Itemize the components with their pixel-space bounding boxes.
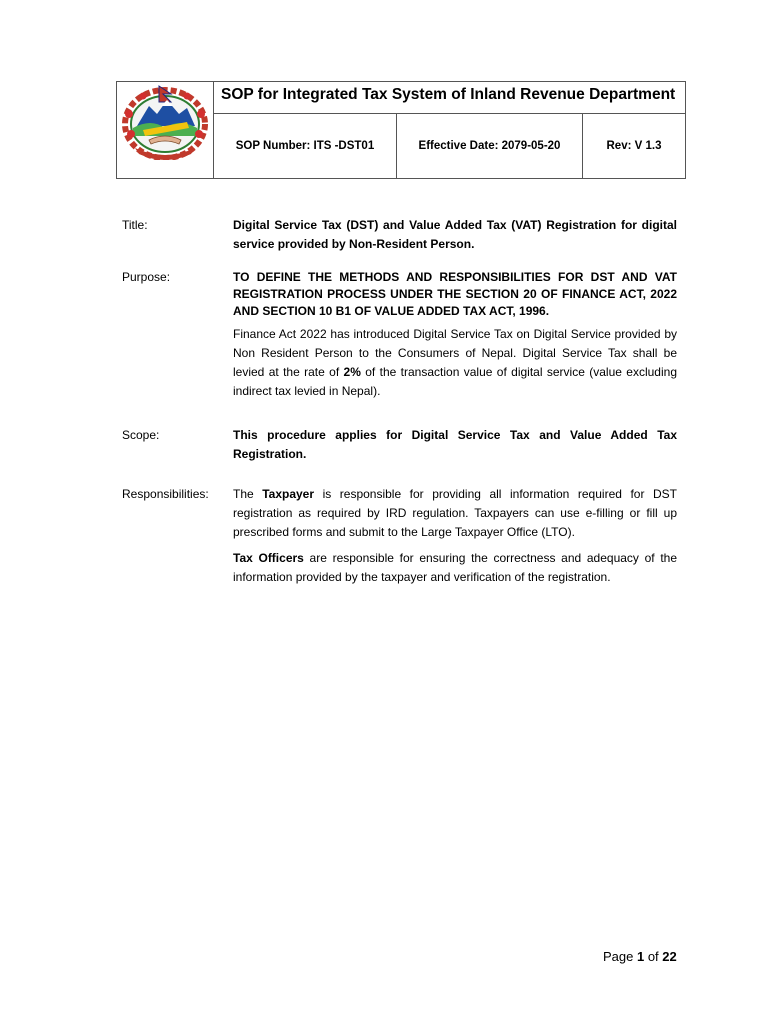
purpose-heading: TO DEFINE THE METHODS AND RESPONSIBILITIES FOR DST AND VAT REGISTRATION PROCESS UNDER THE SECTION 20 OF FINANCE ACT, 2022 AND SECTION 10 B1 OF VALUE ADDED TAX ACT, 1996.	[233, 270, 677, 318]
page-current: 1	[636, 949, 645, 964]
purpose-text-before: Finance Act 2022 has introduced Digital Service Tax on Digital Service provided by Non Resident Person to the Consumers of Nepal. Digital Service Tax shall be levied at the rate of	[233, 327, 677, 379]
nepal-emblem-icon	[121, 84, 209, 160]
responsibilities-taxpayer	[233, 485, 677, 542]
resp-the: The	[233, 487, 263, 501]
title-label: Title:	[122, 218, 148, 232]
scope-text: This procedure applies for Digital Service Tax and Value Added Tax Registration.	[233, 428, 677, 461]
document-title: SOP for Integrated Tax System of Inland Revenue Department	[214, 82, 685, 114]
purpose-text-after: of the transaction value of digital service (value excluding indirect tax levied in Nepal).	[233, 365, 677, 398]
page-number	[603, 949, 677, 964]
sop-number: SOP Number: ITS -DST01	[214, 114, 397, 178]
sop-header-table	[116, 81, 686, 179]
scope-label: Scope:	[122, 428, 160, 442]
resp-officers-rest: are responsible for ensuring the correctness and adequacy of the information provided by the taxpayer and verification of the registration.	[233, 551, 677, 584]
resp-officers: Tax Officers	[233, 551, 304, 565]
revision: Rev: V 1.3	[606, 140, 662, 152]
resp-taxpayer-rest: is responsible for providing all information required for DST registration as required by IRD regulation. Taxpayers can use e-filling or fill up prescribed forms and submit to the Large Taxpayer Office (LTO).	[233, 487, 677, 539]
logo-cell	[117, 82, 214, 178]
page-of: of	[644, 949, 663, 964]
purpose-label: Purpose:	[122, 270, 171, 284]
page-word: Page	[603, 949, 637, 964]
responsibilities-label: Responsibilities:	[122, 487, 209, 501]
purpose-paragraph	[233, 325, 677, 401]
dst-rate: 2%	[343, 365, 361, 379]
page-total: 22	[662, 949, 677, 964]
title-text: Digital Service Tax (DST) and Value Added Tax (VAT) Registration for digital service provided by Non-Resident Person.	[233, 218, 677, 251]
effective-date: Effective Date: 2079-05-20	[397, 114, 583, 178]
responsibilities-officers	[233, 549, 677, 587]
resp-taxpayer: Taxpayer	[262, 487, 315, 501]
